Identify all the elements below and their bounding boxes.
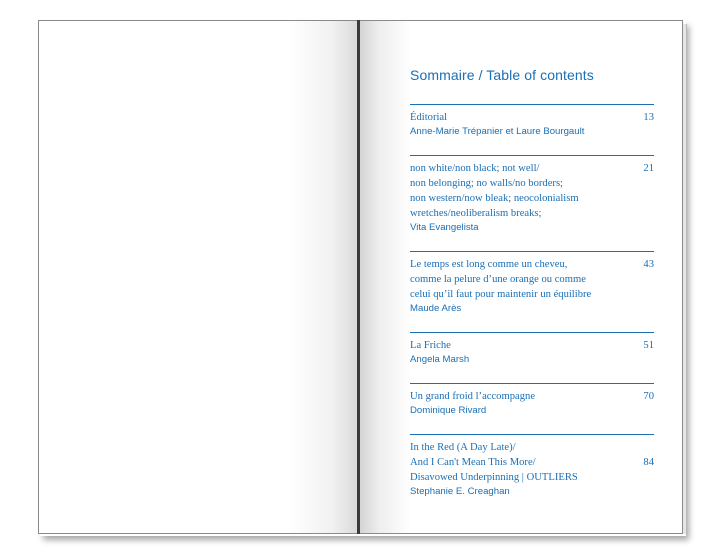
toc-entry <box>410 383 654 418</box>
toc-entry <box>410 104 654 139</box>
toc-entry-title <box>410 338 654 353</box>
toc-entry-author: Stephanie E. Creaghan <box>410 486 510 497</box>
toc-entry-list <box>410 104 654 499</box>
page-edge <box>683 24 687 534</box>
left-page <box>38 20 359 534</box>
toc-entry-author: Vita Evangelista <box>410 222 479 233</box>
toc-entry-title-line: Le temps est long comme un cheveu, <box>410 259 568 270</box>
toc-entry-title-line: And I Can't Mean This More/ <box>410 457 536 468</box>
toc-entry-title-line: non white/non black; not well/ <box>410 163 540 174</box>
toc-entry-title-line: comme la pelure d’une orange ou comme <box>410 274 586 285</box>
toc-entry-page-number: 21 <box>643 163 654 174</box>
toc-entry-page-number: 51 <box>643 340 654 351</box>
toc-heading: Sommaire / Table of contents <box>410 67 594 83</box>
book-spine <box>357 20 360 534</box>
toc-entry-author: Maude Arès <box>410 303 462 314</box>
toc-entry-author: Anne-Marie Trépanier et Laure Bourgault <box>410 126 585 137</box>
toc-entry-title <box>410 389 654 404</box>
toc-entry <box>410 155 654 235</box>
toc-entry-title-line: La Friche <box>410 340 451 351</box>
toc-entry-title <box>410 161 654 221</box>
toc-entry <box>410 434 654 499</box>
toc-entry-page-number: 13 <box>643 112 654 123</box>
toc-entry-title <box>410 440 654 485</box>
toc-entry-title-line: Un grand froid l’accompagne <box>410 391 536 402</box>
toc-entry-title-line: celui qu’il faut pour maintenir un équilibre <box>410 289 592 300</box>
toc-entry-page-number: 43 <box>643 259 654 270</box>
toc-entry-title-line: wretches/neoliberalism breaks; <box>410 208 542 219</box>
toc-entry-author: Dominique Rivard <box>410 405 487 416</box>
toc-entry-title <box>410 110 654 125</box>
toc-entry-title-line: Éditorial <box>410 112 448 123</box>
toc-entry-title-line: non western/now bleak; neocolonialism <box>410 193 579 204</box>
toc-entry <box>410 251 654 316</box>
toc-entry-author: Angela Marsh <box>410 354 470 365</box>
toc-entry-title-line: non belonging; no walls/no borders; <box>410 178 564 189</box>
toc-entry-title-line: In the Red (A Day Late)/ <box>410 442 516 453</box>
toc-entry-title <box>410 257 654 302</box>
toc-entry-title-line: Disavowed Underpinning | OUTLIERS <box>410 472 578 483</box>
toc-entry-page-number: 70 <box>643 391 654 402</box>
table-of-contents <box>410 64 654 515</box>
toc-entry-page-number: 84 <box>643 457 654 468</box>
toc-entry <box>410 332 654 367</box>
